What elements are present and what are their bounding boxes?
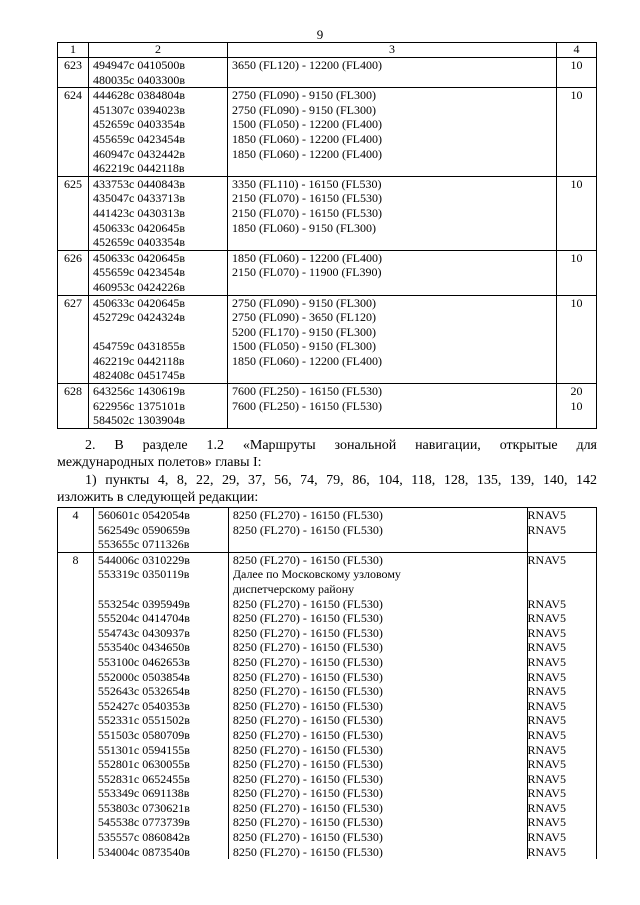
coordinate-text: 544006с 0310229в	[97, 552, 190, 567]
coordinates-cell	[93, 508, 228, 553]
coordinate-text: 553319с 0350119в	[97, 567, 190, 582]
coordinate-text	[93, 325, 223, 340]
table-row	[58, 176, 597, 250]
coordinate-text: 555204с 0414704в	[97, 611, 190, 626]
flight-level-text	[232, 235, 552, 250]
flight-level-text	[232, 368, 552, 383]
route-number-cell	[58, 88, 89, 177]
route-number: 628	[64, 384, 82, 399]
value-text	[557, 280, 596, 295]
table-row	[58, 88, 597, 177]
value-list	[557, 88, 596, 176]
coordinate-text: 441423с 0430313в	[93, 205, 185, 220]
value-list	[557, 384, 596, 428]
flight-level-text: 8250 (FL270) - 16150 (FL530)	[232, 522, 383, 537]
coordinate-text: 553349с 0691138в	[97, 786, 190, 801]
route-number: 624	[64, 88, 82, 103]
table-row	[58, 384, 597, 429]
coordinate-text: 553100с 0462653в	[97, 654, 190, 669]
flight-level-text: 8250 (FL270) - 16150 (FL530)	[232, 800, 383, 815]
flight-level-text: 8250 (FL270) - 16150 (FL530)	[232, 698, 383, 713]
coordinate-text: 433753с 0440843в	[93, 176, 185, 191]
value-text	[557, 73, 596, 88]
coordinates-cell	[89, 58, 228, 88]
value-text	[557, 132, 596, 147]
navspec-text: RNAV5	[527, 727, 566, 742]
value-text	[557, 235, 596, 250]
navspec-text: RNAV5	[527, 611, 566, 626]
flight-level-text: 5200 (FL170) - 9150 (FL300)	[232, 324, 376, 339]
flight-level-text: 2750 (FL090) - 9150 (FL300)	[232, 88, 376, 103]
navspec-text: RNAV5	[527, 757, 566, 772]
coordinates-cell	[89, 384, 228, 429]
flight-level-text: 8250 (FL270) - 16150 (FL530)	[232, 830, 383, 845]
navspec-text: RNAV5	[527, 800, 566, 815]
flight-level-text: 8250 (FL270) - 16150 (FL530)	[232, 771, 383, 786]
navspec-text: RNAV5	[527, 815, 566, 830]
value-text	[557, 191, 596, 206]
flight-level-text: 8250 (FL270) - 16150 (FL530)	[232, 669, 383, 684]
flight-level-text: 8250 (FL270) - 16150 (FL530)	[232, 815, 383, 830]
navspec-text: RNAV5	[527, 654, 566, 669]
coordinate-text: 450633с 0420645в	[93, 295, 185, 310]
flight-level-text: 8250 (FL270) - 16150 (FL530)	[232, 742, 383, 757]
value-text	[557, 103, 596, 118]
flight-level-text: 1850 (FL060) - 12200 (FL400)	[232, 131, 382, 146]
route-number: 623	[64, 58, 82, 72]
flight-level-text: 7600 (FL250) - 16150 (FL530)	[232, 398, 382, 413]
flight-level-text: 2750 (FL090) - 9150 (FL300)	[232, 102, 376, 117]
coordinate-text: 553803с 0730621в	[97, 800, 190, 815]
coordinate-text: 551301с 0594155в	[97, 742, 190, 757]
flight-levels-cell	[228, 384, 557, 429]
flight-level-text: 8250 (FL270) - 16150 (FL530)	[232, 727, 383, 742]
coordinate-text: 452659с 0403354в	[93, 235, 185, 250]
coordinate-text: 552331с 0551502в	[97, 713, 190, 728]
flight-level-text: 1850 (FL060) - 9150 (FL300)	[232, 220, 376, 235]
navspec-text: RNAV5	[527, 844, 566, 859]
route-number: 4	[72, 508, 79, 522]
table-row	[58, 250, 597, 295]
navspec-text: RNAV5	[527, 522, 566, 537]
value-text	[557, 161, 596, 176]
value-text: 10	[570, 295, 583, 310]
flight-levels-cell	[228, 176, 557, 250]
navspec-text: RNAV5	[527, 830, 566, 845]
flight-level-text: 1850 (FL060) - 12200 (FL400)	[232, 250, 382, 265]
value-list	[557, 251, 596, 295]
paragraph-section-2-cont: международных полетов» главы I:	[57, 455, 262, 470]
value-text	[557, 354, 596, 369]
value-text: 10	[570, 250, 583, 265]
coordinate-text: 452659с 0403354в	[93, 117, 185, 132]
coordinate-text: 552831с 0652455в	[97, 771, 190, 786]
coordinates-cell	[89, 295, 228, 384]
table-row	[58, 58, 597, 88]
flight-level-text	[233, 537, 523, 552]
value-text: 10	[570, 58, 583, 72]
coordinate-text: 535557с 0860842в	[97, 830, 190, 845]
navspec-text: RNAV5	[527, 625, 566, 640]
flight-level-text: 8250 (FL270) - 16150 (FL530)	[232, 684, 383, 699]
value-cell	[557, 384, 597, 429]
coordinate-text: 551503с 0580709в	[97, 727, 190, 742]
header-col-1: 1	[58, 43, 89, 58]
coordinate-text: 451307с 0394023в	[93, 102, 185, 117]
value-list	[557, 296, 596, 384]
navspec-text: RNAV5	[527, 698, 566, 713]
flight-level-text: 8250 (FL270) - 16150 (FL530)	[232, 654, 383, 669]
value-text	[557, 147, 596, 162]
header-col-2: 2	[89, 43, 228, 58]
coordinates-cell	[89, 250, 228, 295]
route-number-cell	[58, 295, 89, 384]
route-number-cell	[58, 58, 89, 88]
coordinate-text: 553540с 0434650в	[97, 640, 190, 655]
navspec-text: RNAV5	[527, 669, 566, 684]
value-text	[557, 265, 596, 280]
coordinate-text: 545538с 0773739в	[97, 815, 190, 830]
coordinate-text: 450633с 0420645в	[93, 250, 185, 265]
flight-level-text: 1500 (FL050) - 12200 (FL400)	[232, 117, 382, 132]
flight-level-text: 3650 (FL120) - 12200 (FL400)	[232, 58, 382, 72]
flight-levels-cell	[228, 508, 527, 553]
coordinates-cell	[89, 88, 228, 177]
navspec-cell	[527, 552, 596, 859]
coordinate-text: 435047с 0433713в	[93, 191, 185, 206]
flight-level-text: 8250 (FL270) - 16150 (FL530)	[232, 611, 383, 626]
coordinate-text: 554743с 0430937в	[97, 625, 190, 640]
value-cell	[557, 250, 597, 295]
value-text	[557, 368, 596, 383]
coordinate-text: 552000с 0503854в	[97, 669, 190, 684]
coordinate-text: 553655с 0711326в	[97, 537, 190, 552]
flight-level-text: 8250 (FL270) - 16150 (FL530)	[232, 596, 383, 611]
value-text	[557, 339, 596, 354]
header-col-3: 3	[228, 43, 557, 58]
navspec-text: RNAV5	[527, 640, 566, 655]
page-number: 9	[316, 27, 324, 42]
coordinate-text	[98, 582, 224, 597]
navspec-list	[528, 553, 596, 859]
navspec-list	[528, 508, 596, 552]
navspec-text: RNAV5	[527, 684, 566, 699]
table-row	[58, 295, 597, 384]
route-number: 626	[64, 250, 82, 265]
value-text: 10	[570, 88, 583, 103]
route-number-cell	[58, 552, 94, 859]
coordinate-text: 460953с 0424226в	[93, 279, 185, 294]
flight-level-text	[232, 73, 552, 88]
paragraph-items-list-cont: изложить в следующей редакции:	[57, 490, 259, 505]
flight-level-text: 8250 (FL270) - 16150 (FL530)	[232, 508, 383, 522]
table-row	[58, 552, 597, 859]
value-text	[557, 221, 596, 236]
coordinate-text: 460947с 0432442в	[93, 146, 185, 161]
coordinate-text: 534004с 0873540в	[97, 844, 190, 859]
navspec-cell	[527, 508, 596, 553]
flight-level-text: 2150 (FL070) - 11900 (FL390)	[232, 265, 382, 280]
paragraph-items-list: 1) пункты 4, 8, 22, 29, 37, 56, 74, 79, 86, 104, 118, 128, 135, 139, 140, 142	[85, 473, 597, 488]
navspec-text	[528, 567, 566, 582]
coordinate-text: 584502с 1303904в	[93, 413, 185, 428]
flight-level-text: 1850 (FL060) - 12200 (FL400)	[232, 146, 382, 161]
coordinate-text: 494947с 0410500в	[93, 58, 185, 72]
flight-level-text: 2150 (FL070) - 16150 (FL530)	[232, 191, 382, 206]
coordinates-cell	[89, 176, 228, 250]
coordinate-text: 553254с 0395949в	[97, 596, 190, 611]
value-text	[557, 310, 596, 325]
flight-levels-cell	[228, 552, 527, 859]
navspec-text: RNAV5	[527, 508, 566, 522]
route-number-cell	[58, 508, 94, 553]
flight-level-text: 8250 (FL270) - 16150 (FL530)	[232, 640, 383, 655]
flight-level-text: 1850 (FL060) - 12200 (FL400)	[232, 353, 382, 368]
flight-level-text	[232, 161, 552, 176]
navspec-text	[528, 582, 566, 597]
table1-body	[58, 58, 597, 429]
flight-levels-cell	[228, 250, 557, 295]
flight-level-text: диспетчерскому району	[232, 581, 355, 596]
flight-level-text: 8250 (FL270) - 16150 (FL530)	[232, 552, 383, 567]
navspec-text	[528, 537, 566, 552]
coordinate-text: 643256с 1430619в	[93, 384, 185, 399]
route-number-cell	[58, 384, 89, 429]
flight-level-text: 7600 (FL250) - 16150 (FL530)	[232, 384, 382, 399]
flight-level-text: 8250 (FL270) - 16150 (FL530)	[232, 757, 383, 772]
value-list	[557, 58, 596, 87]
flight-levels-cell	[228, 88, 557, 177]
value-list	[557, 177, 596, 250]
coordinate-text: 462219с 0442118в	[93, 161, 185, 176]
coordinate-text: 452729с 0424324в	[93, 310, 185, 325]
paragraph-section-2: 2. В разделе 1.2 «Маршруты зональной навигации, открытые для	[85, 438, 597, 453]
route-number: 8	[72, 552, 79, 567]
value-cell	[557, 176, 597, 250]
table2-body	[58, 508, 597, 860]
flight-level-text	[232, 280, 552, 295]
flight-level-text: 8250 (FL270) - 16150 (FL530)	[232, 625, 383, 640]
coordinate-text: 482408с 0451745в	[93, 368, 185, 383]
coordinate-text: 552427с 0540353в	[97, 698, 190, 713]
navspec-text: RNAV5	[527, 596, 566, 611]
value-text: 10	[570, 398, 583, 413]
table-rnav-routes	[57, 507, 597, 859]
route-number: 625	[64, 176, 82, 191]
coordinate-text: 462219с 0442118в	[93, 353, 185, 368]
value-text	[557, 117, 596, 132]
coordinate-text: 480035с 0403300в	[93, 72, 185, 87]
flight-level-text: 8250 (FL270) - 16150 (FL530)	[232, 713, 383, 728]
table-airspace-points	[57, 42, 597, 429]
table-row	[58, 508, 597, 553]
navspec-text: RNAV5	[527, 786, 566, 801]
value-cell	[557, 295, 597, 384]
flight-level-text	[232, 413, 552, 428]
flight-level-text: 8250 (FL270) - 16150 (FL530)	[232, 844, 383, 859]
flight-level-text: 2750 (FL090) - 9150 (FL300)	[232, 295, 376, 310]
navspec-text: RNAV5	[527, 552, 566, 567]
flight-level-text: 2750 (FL090) - 3650 (FL120)	[232, 310, 376, 325]
value-text	[557, 325, 596, 340]
route-number-cell	[58, 176, 89, 250]
flight-level-text: 3350 (FL110) - 16150 (FL530)	[232, 176, 382, 191]
table-header-row	[58, 43, 597, 58]
navspec-text: RNAV5	[527, 742, 566, 757]
coordinate-text: 455659с 0423454в	[93, 265, 185, 280]
value-text	[557, 206, 596, 221]
coordinate-text: 455659с 0423454в	[93, 131, 185, 146]
coordinates-cell	[93, 552, 228, 859]
coordinate-text: 552801с 0630055в	[97, 757, 190, 772]
coordinate-text: 552643с 0532654в	[97, 684, 190, 699]
coordinate-text: 454759с 0431855в	[93, 339, 185, 354]
coordinate-text: 444628с 0384804в	[93, 88, 185, 103]
flight-level-text: 1500 (FL050) - 9150 (FL300)	[232, 339, 376, 354]
value-text: 10	[570, 176, 583, 191]
value-cell	[557, 58, 597, 88]
navspec-text: RNAV5	[527, 771, 566, 786]
coordinate-text: 450633с 0420645в	[93, 220, 185, 235]
value-cell	[557, 88, 597, 177]
route-number: 627	[64, 295, 82, 310]
flight-level-text: 2150 (FL070) - 16150 (FL530)	[232, 205, 382, 220]
flight-levels-cell	[228, 295, 557, 384]
flight-levels-cell	[228, 58, 557, 88]
header-col-4: 4	[557, 43, 597, 58]
flight-level-text: 8250 (FL270) - 16150 (FL530)	[232, 786, 383, 801]
coordinate-text: 562549с 0590659в	[97, 522, 190, 537]
navspec-text: RNAV5	[527, 713, 566, 728]
coordinate-text: 622956с 1375101в	[93, 398, 185, 413]
coordinate-text: 560601с 0542054в	[97, 508, 190, 522]
flight-level-text: Далее по Московскому узловому	[232, 567, 401, 582]
route-number-cell	[58, 250, 89, 295]
value-text	[557, 413, 596, 428]
value-text: 20	[570, 384, 583, 399]
